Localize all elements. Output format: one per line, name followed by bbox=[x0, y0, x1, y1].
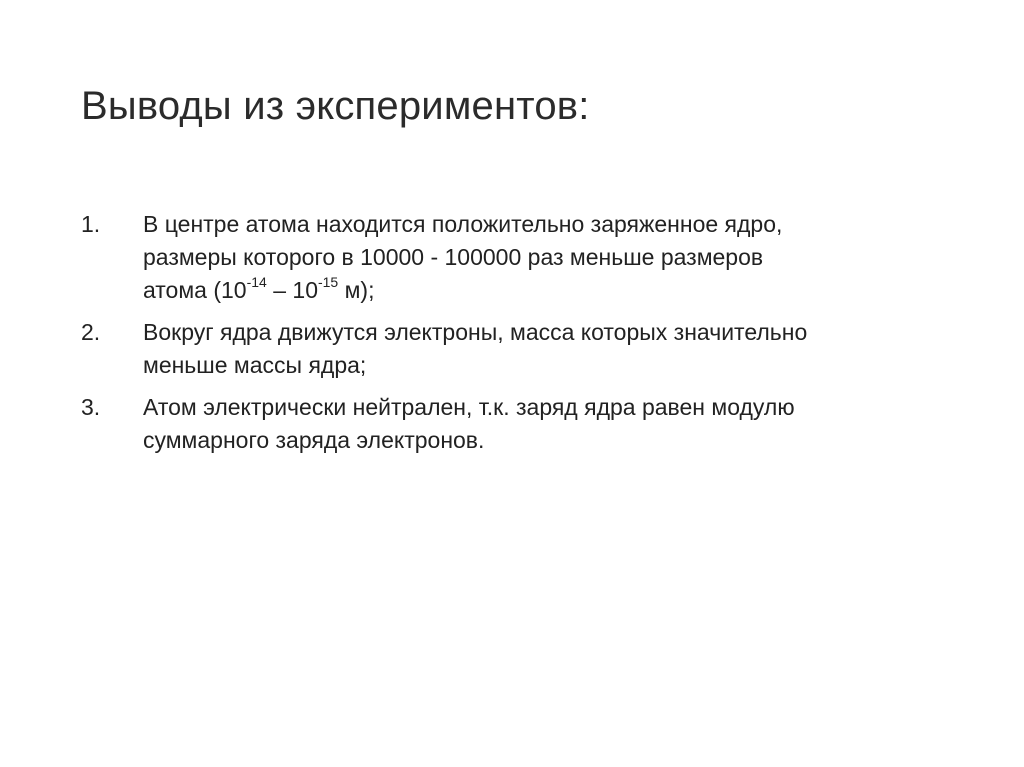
item-text-line: суммарного заряда электронов. bbox=[143, 427, 485, 453]
item-text-fragment: атома (10 bbox=[143, 277, 247, 303]
item-number: 3. bbox=[81, 394, 101, 420]
exponent: -14 bbox=[246, 274, 267, 291]
item-text bbox=[143, 208, 961, 307]
item-number: 2. bbox=[81, 319, 101, 345]
item-text-line: В центре атома находится положительно заряженное ядро, bbox=[143, 211, 783, 237]
conclusion-item-3 bbox=[81, 391, 961, 457]
item-text-line: меньше массы ядра; bbox=[143, 352, 367, 378]
item-text-line bbox=[143, 274, 375, 303]
exponent: -15 bbox=[317, 274, 339, 291]
item-text bbox=[143, 391, 961, 457]
item-text-fragment: м); bbox=[338, 277, 375, 303]
conclusion-item-1 bbox=[81, 208, 961, 307]
item-text-line: размеры которого в 10000 - 100000 раз меньше размеров bbox=[143, 244, 764, 270]
item-number: 1. bbox=[81, 211, 101, 237]
item-text-fragment: – 10 bbox=[266, 277, 318, 303]
conclusions-list bbox=[81, 208, 961, 466]
conclusion-item-2 bbox=[81, 316, 961, 382]
slide-title: Выводы из экспериментов: bbox=[81, 84, 590, 128]
item-text bbox=[143, 316, 961, 382]
item-text-line: Атом электрически нейтрален, т.к. заряд ядра равен модулю bbox=[143, 394, 795, 420]
item-text-line: Вокруг ядра движутся электроны, масса которых значительно bbox=[143, 319, 808, 345]
